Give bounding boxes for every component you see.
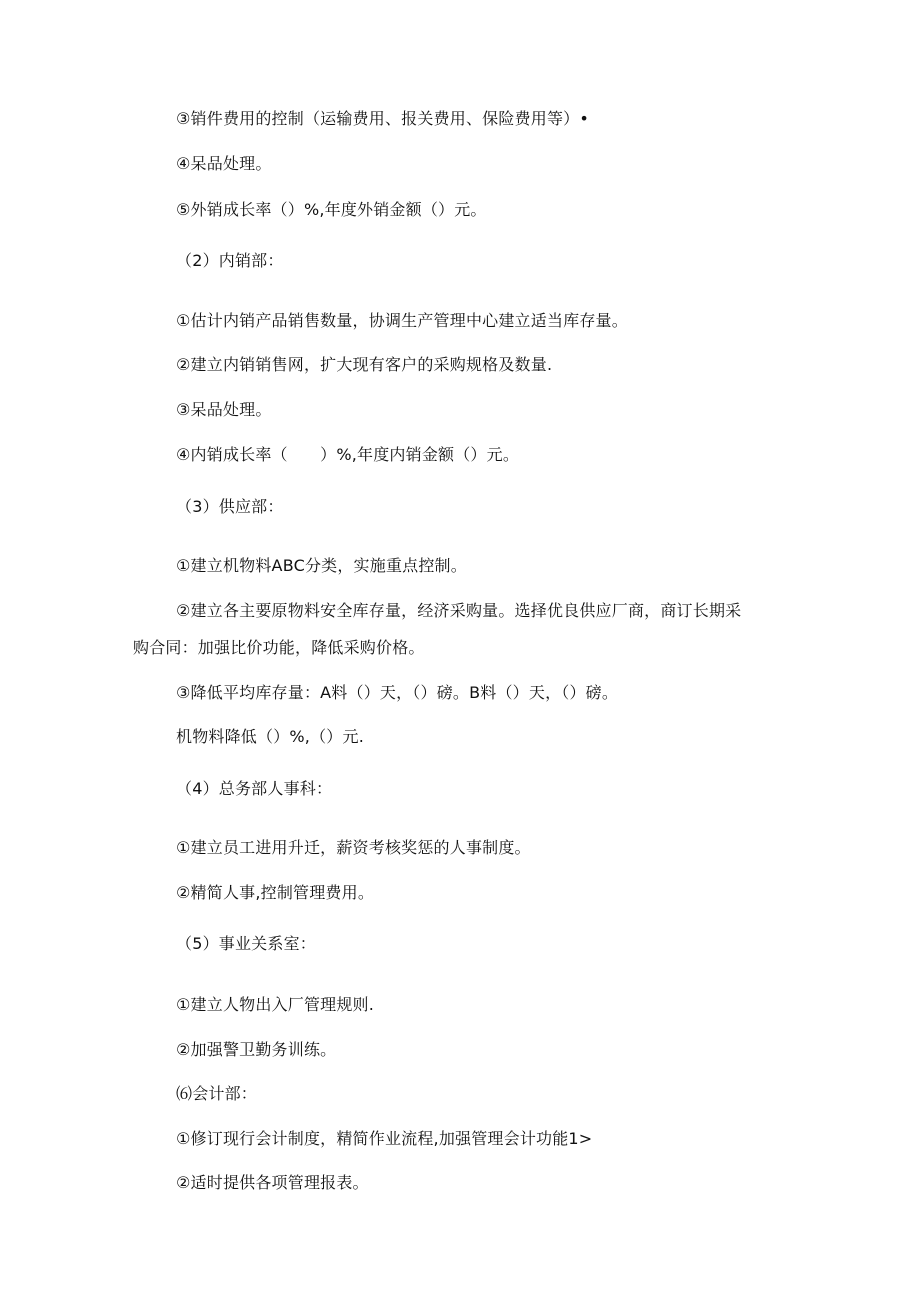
text-line: ③降低平均库存量：A料（）天，（）磅。B料（）天，（）磅。 bbox=[176, 683, 619, 702]
text-line: ④内销成长率（ ）%,年度内销金额（）元。 bbox=[176, 445, 520, 464]
text-line: ①估计内销产品销售数量，协调生产管理中心建立适当库存量。 bbox=[176, 311, 628, 330]
text-line: ①建立人物出入厂管理规则. bbox=[176, 995, 375, 1014]
text-line: ②精简人事,控制管理费用。 bbox=[176, 883, 375, 902]
text-line: ①修订现行会计制度，精简作业流程,加强管理会计功能1> bbox=[176, 1129, 593, 1148]
text-line: ②建立内销销售网，扩大现有客户的采购规格及数量. bbox=[176, 355, 553, 374]
section-heading: ⑹会计部： bbox=[176, 1084, 258, 1103]
text-line: ①建立员工进用升迁，薪资考核奖惩的人事制度。 bbox=[176, 838, 531, 857]
text-line: ③呆品处理。 bbox=[176, 400, 272, 419]
text-line: 机物料降低（）%,（）元. bbox=[176, 727, 364, 746]
text-line-continued: 购合同：加强比价功能，降低采购价格。 bbox=[133, 638, 425, 657]
text-line: ②适时提供各项管理报表。 bbox=[176, 1173, 369, 1192]
text-line: ④呆品处理。 bbox=[176, 154, 272, 173]
text-line: ⑤外销成长率（）%,年度外销金额（）元。 bbox=[176, 200, 487, 219]
section-heading: （4）总务部人事科： bbox=[176, 779, 333, 798]
text-line: ②建立各主要原物料安全库存量，经济采购量。选择优良供应厂商，商订长期采 bbox=[176, 601, 742, 620]
section-heading: （2）内销部： bbox=[176, 251, 284, 270]
text-line: ①建立机物料ABC分类，实施重点控制。 bbox=[176, 556, 467, 575]
section-heading: （5）事业关系室： bbox=[176, 934, 316, 953]
section-heading: （3）供应部： bbox=[176, 497, 284, 516]
text-line: ②加强警卫勤务训练。 bbox=[176, 1040, 337, 1059]
text-line: ③销件费用的控制（运输费用、报关费用、保险费用等）• bbox=[176, 109, 589, 128]
